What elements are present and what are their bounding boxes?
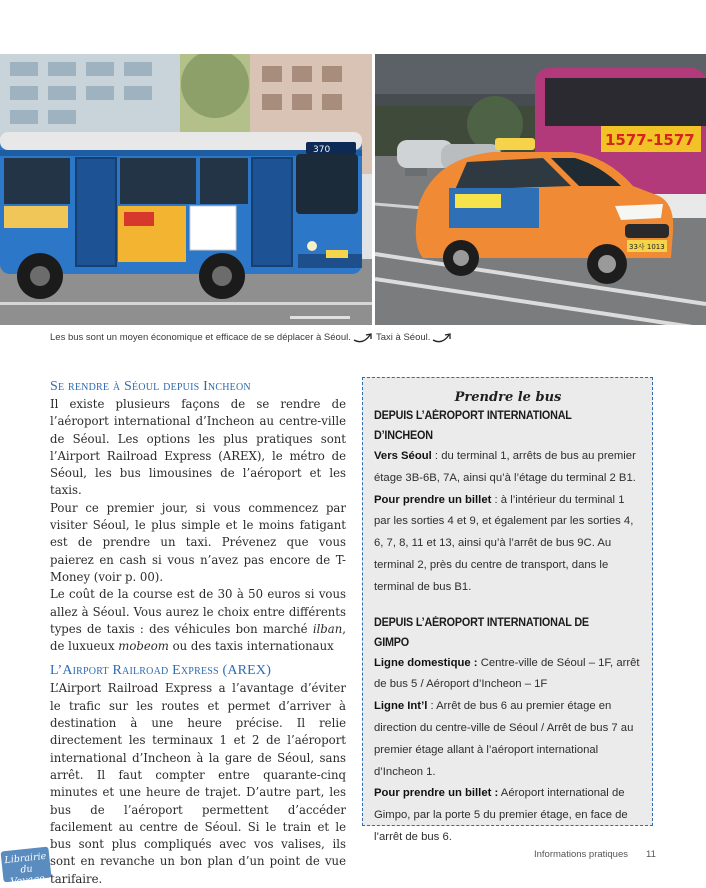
page-number: 11 [646,849,656,860]
article-column [50,378,346,888]
curved-arrow-icon [353,332,375,344]
footer-section-name: Informations pratiques [534,849,628,860]
box-entry-ligne-domestique: Ligne domestique : Centre-ville de Séoul – 1F, arrêt de bus 5 / Aéroport d’Incheon – 1F [374,656,640,691]
box-entry-billet-incheon: Pour prendre un billet : à l’intérieur du terminal 1 par les sorties 4 et 9, et également par les sorties 4, 6, 7, 8, 11 et 13, ainsi qu’à l’arrêt de bus 9C. Au terminal 2, près du centre de transport, dans le terminal de bus B1. [374,493,634,593]
section-heading-arex: L’Airport Railroad Express (AREX) [50,663,272,679]
box-heading-incheon: DEPUIS L’AÉROPORT INTERNATIONAL D’INCHEON [374,409,572,442]
taxi-caption-text: Taxi à Séoul. [376,332,431,343]
article-paragraph: Il existe plusieurs façons de se rendre de l’aéroport international d’Incheon au centre-ville de Séoul. Les options les plus pratiques sont l’Airport Railroad Express (AREX), le métro de Séoul, les bus limousines de l’aéroport et les taxis. [50,397,346,498]
bus-photo-caption [50,332,375,344]
section-heading-incheon: Se rendre à Séoul depuis Incheon [50,379,251,394]
bus-caption-text: Les bus sont un moyen économique et efficace de se déplacer à Séoul. [50,332,351,343]
curved-arrow-icon [432,332,454,344]
taxi-photo [375,54,706,325]
bus-illustration [0,54,372,325]
bus-sign-number: 1577-1577 [605,131,695,149]
term-ilban: ilban [312,621,343,636]
taxi-license-plate: 33사 1013 [629,243,665,251]
article-paragraph: L’Airport Railroad Express a l’avantage d’éviter le trafic sur les routes et permet d’arriver à destination à une heure précise. Il relie directement les terminaux 1 et 2 de l’aéroport international d’Incheon à la gare de Séoul, sans arrêt. Il faut compter entre quarante-cinq minutes et une heure de trajet. D’autre part, les bus de l’aéroport permettent d’accéder facilement au centre de Séoul. Si le train et le bus sont plus compliqués avec vos valises, ils sont en revanche un bon plan d’un point de vue tarifaire. [50,681,346,886]
bus-info-box [362,377,653,843]
publisher-logo: Librairie du Voyage [1,847,52,883]
box-title: Prendre le bus [454,390,562,405]
term-mobeom: mobeom [118,639,169,654]
box-entry-vers-seoul: Vers Séoul : du terminal 1, arrêts de bus au premier étage 3B-6B, 7A, ainsi qu’à l’étage du terminal 2 B1. [374,450,636,484]
box-entry-billet-gimpo: Pour prendre un billet : Aéroport international de Gimpo, par la porte 5 du premier étage, en face de l’arrêt de bus 6. [374,787,628,843]
box-entry-ligne-intl: Ligne Int’l : Arrêt de bus 6 au premier étage en direction du centre-ville de Séoul / Arrêt de bus 7 au premier étage allant à l’aéroport international d’Incheon 1. [374,700,634,778]
bus-photo [0,54,372,325]
taxi-photo-caption [376,332,454,344]
taxi-illustration [375,54,706,325]
article-paragraph: Pour ce premier jour, si vous commencez par visiter Séoul, le plus simple et le moins fatigant est de prendre un taxi. Prévenez que vous paierez en cash si vous n’avez pas encore de T-Money (voir p. 00). [50,500,346,584]
bus-route-number: 370 [313,145,331,155]
box-heading-gimpo: DEPUIS L’AÉROPORT INTERNATIONAL DE GIMPO [374,615,589,649]
article-paragraph: Le coût de la course est de 30 à 50 euros si vous allez à Séoul. Vous aurez le choix entre différents types de taxis : des véhicules bon marché ilban, de luxueux mobeom ou des taxis internationaux [50,587,346,654]
